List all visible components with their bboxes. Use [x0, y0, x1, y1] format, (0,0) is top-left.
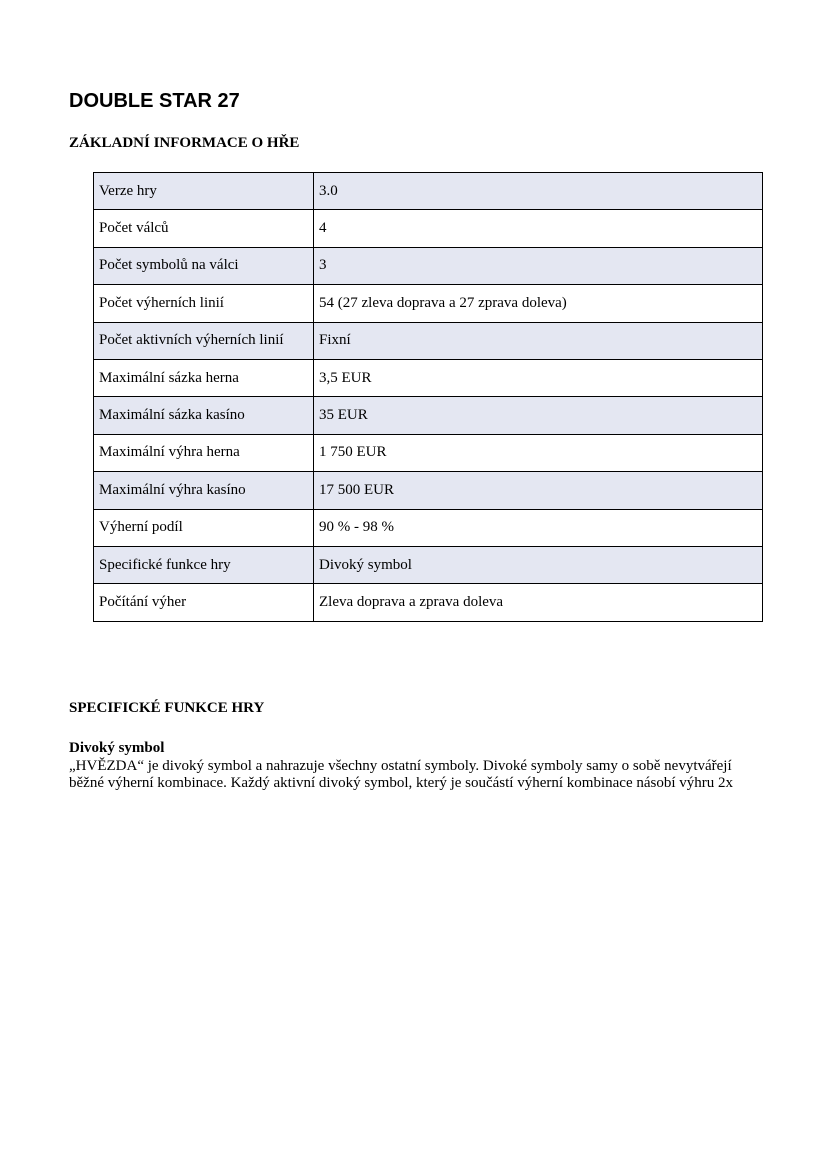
row-value: Fixní	[314, 322, 763, 359]
row-label: Specifické funkce hry	[94, 546, 314, 583]
table-row	[94, 285, 763, 322]
table-row	[94, 247, 763, 284]
section-heading-features: SPECIFICKÉ FUNKCE HRY	[69, 700, 265, 716]
row-label: Maximální výhra kasíno	[94, 472, 314, 509]
row-value: 3	[314, 247, 763, 284]
table-row	[94, 584, 763, 621]
table-row	[94, 210, 763, 247]
row-label: Maximální sázka kasíno	[94, 397, 314, 434]
table-row	[94, 509, 763, 546]
table-row	[94, 434, 763, 471]
table-row	[94, 397, 763, 434]
table-row	[94, 546, 763, 583]
table-row	[94, 322, 763, 359]
feature-wild-symbol	[69, 740, 769, 793]
row-label: Počet výherních linií	[94, 285, 314, 322]
row-value: 3.0	[314, 173, 763, 210]
game-info-table	[93, 172, 763, 622]
section-heading-basic-info: ZÁKLADNÍ INFORMACE O HŘE	[69, 135, 300, 151]
feature-title: Divoký symbol	[69, 740, 165, 756]
row-label: Výherní podíl	[94, 509, 314, 546]
row-value: 54 (27 zleva doprava a 27 zprava doleva)	[314, 285, 763, 322]
row-value: 1 750 EUR	[314, 434, 763, 471]
row-label: Maximální výhra herna	[94, 434, 314, 471]
feature-description: „HVĚZDA“ je divoký symbol a nahrazuje všechny ostatní symboly. Divoké symboly samy o sobě nevytvářejí běžné výherní kombinace. Každý aktivní divoký symbol, který je součástí výherní kombinace násobí výhru 2x	[69, 757, 734, 791]
row-value: Zleva doprava a zprava doleva	[314, 584, 763, 621]
table-row	[94, 472, 763, 509]
row-label: Počítání výher	[94, 584, 314, 621]
table-row	[94, 173, 763, 210]
row-label: Verze hry	[94, 173, 314, 210]
row-value: 90 % - 98 %	[314, 509, 763, 546]
row-value: 3,5 EUR	[314, 359, 763, 396]
row-value: 17 500 EUR	[314, 472, 763, 509]
row-value: Divoký symbol	[314, 546, 763, 583]
row-label: Počet symbolů na válci	[94, 247, 314, 284]
table-row	[94, 359, 763, 396]
row-label: Počet válců	[94, 210, 314, 247]
row-value: 4	[314, 210, 763, 247]
row-label: Maximální sázka herna	[94, 359, 314, 396]
row-label: Počet aktivních výherních linií	[94, 322, 314, 359]
page-title: DOUBLE STAR 27	[69, 90, 240, 112]
row-value: 35 EUR	[314, 397, 763, 434]
